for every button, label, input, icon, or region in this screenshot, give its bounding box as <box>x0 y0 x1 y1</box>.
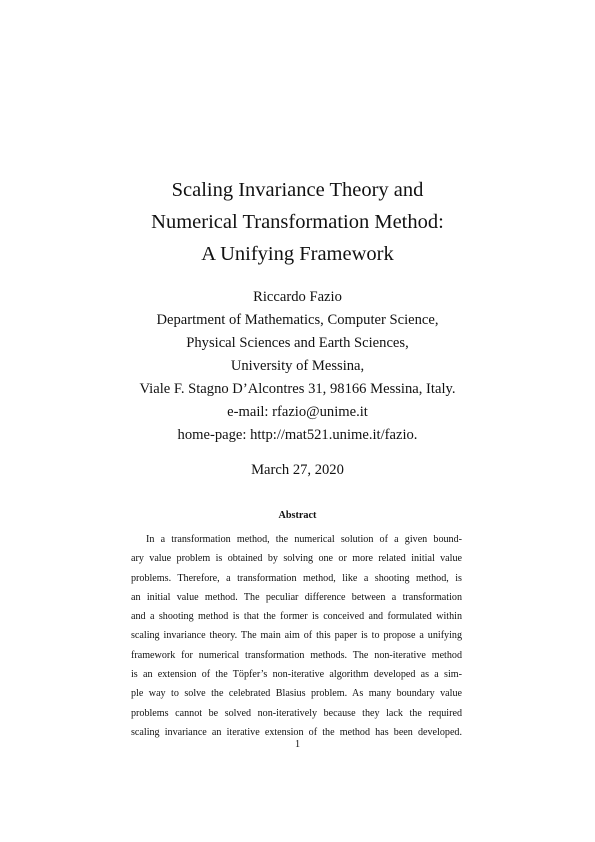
abstract-body <box>131 530 462 742</box>
title-line: Numerical Transformation Method: <box>151 211 444 233</box>
author-info <box>0 286 595 447</box>
page-number: 1 <box>294 739 301 750</box>
abstract-line: an initial value method. The peculiar difference between a transformation <box>131 591 462 603</box>
abstract-line: scaling invariance an iterative extension of the method has been developed. <box>131 726 462 738</box>
paper-title <box>0 174 595 270</box>
affiliation-line: University of Messina, <box>230 358 365 374</box>
abstract-line: framework for numerical transformation methods. The non-iterative method <box>131 649 462 661</box>
title-line: Scaling Invariance Theory and <box>171 179 424 201</box>
affiliation-line: Department of Mathematics, Computer Science, <box>156 312 439 328</box>
abstract-line: and a shooting method is that the former is conceived and formulated within <box>131 611 462 623</box>
abstract-line: problems cannot be solved non-iteratively because they lack the required <box>131 707 462 719</box>
abstract-line: In a transformation method, the numerical solution of a given bound- <box>146 534 462 545</box>
abstract-line: problems. Therefore, a transformation method, like a shooting method, is <box>131 572 462 584</box>
author-name: Riccardo Fazio <box>253 289 342 305</box>
abstract-line: ary value problem is obtained by solving one or more related initial value <box>131 553 462 565</box>
author-email: e-mail: rfazio@unime.it <box>227 404 368 420</box>
abstract-line: scaling invariance theory. The main aim of this paper is to propose a unifying <box>131 630 462 642</box>
author-homepage: home-page: http://mat521.unime.it/fazio. <box>177 427 418 443</box>
affiliation-line: Physical Sciences and Earth Sciences, <box>186 335 409 351</box>
affiliation-line: Viale F. Stagno D’Alcontres 31, 98166 Messina, Italy. <box>139 381 456 397</box>
publication-date: March 27, 2020 <box>251 462 344 478</box>
abstract-heading: Abstract <box>278 510 317 521</box>
abstract-line: is an extension of the Töpfer’s non-iterative algorithm developed as a sim- <box>131 669 462 681</box>
abstract-line: ple way to solve the celebrated Blasius problem. As many boundary value <box>131 688 462 700</box>
title-line: A Unifying Framework <box>201 243 394 265</box>
